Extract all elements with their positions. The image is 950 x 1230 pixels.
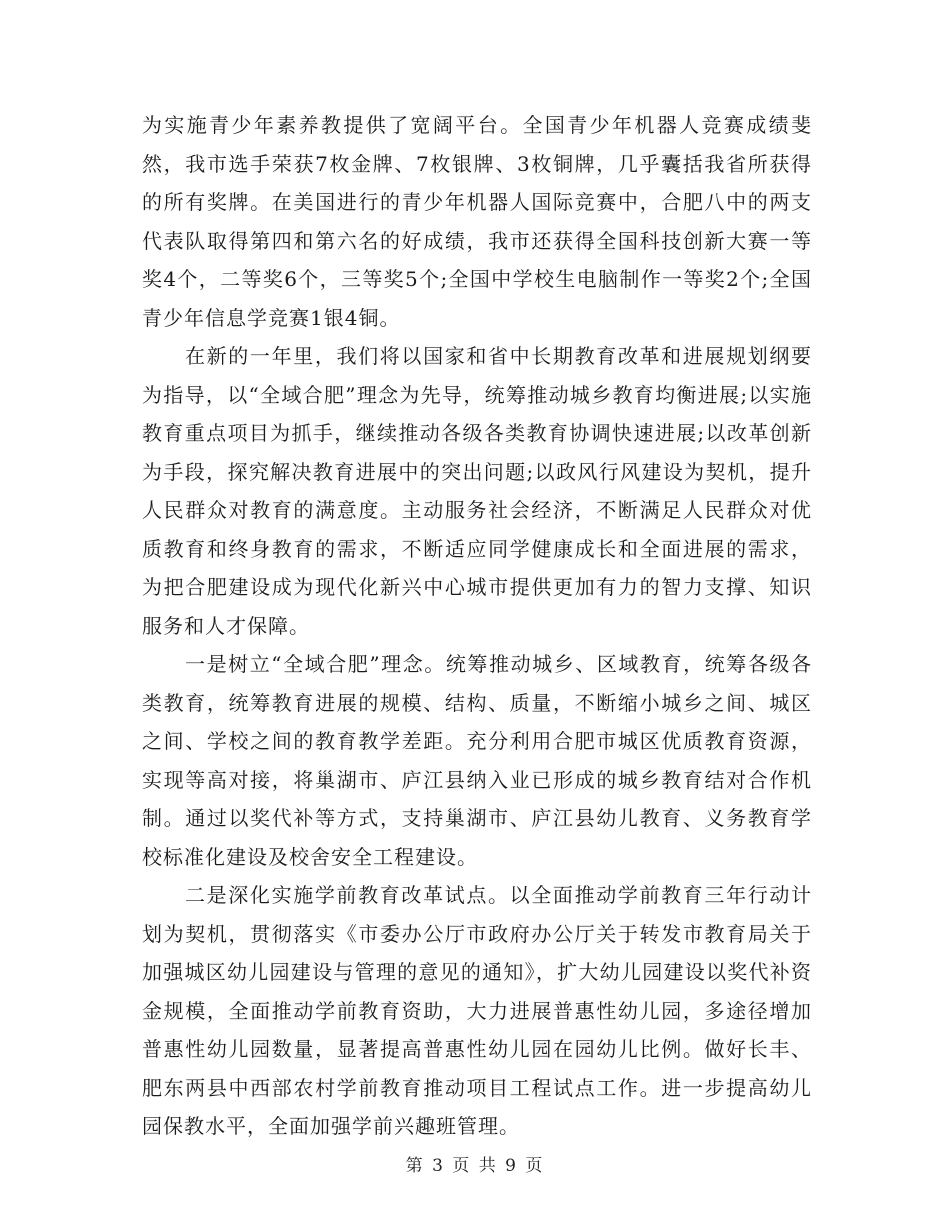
page-number-footer: 第 3 页 共 9 页 xyxy=(405,1156,545,1176)
document-body xyxy=(142,106,812,1146)
paragraph-2: 在新的一年里，我们将以国家和省中长期教育改革和进展规划纲要为指导，以“全域合肥”理念为先导，统筹推动城乡教育均衡进展;以实施教育重点项目为抓手，继续推动各级各类教育协调快速进展;以改革创新为手段，探究解决教育进展中的突出问题;以政风行风建设为契机，提升人民群众对教育的满意度。主动服务社会经济，不断满足人民群众对优质教育和终身教育的需求，不断适应同学健康成长和全面进展的需求，为把合肥建设成为现代化新兴中心城市提供更加有力的智力支撑、知识服务和人才保障。 xyxy=(142,344,812,638)
paragraph-4: 二是深化实施学前教育改革试点。以全面推动学前教育三年行动计划为契机，贯彻落实《市委办公厅市政府办公厅关于转发市教育局关于加强城区幼儿园建设与管理的意见的通知》，扩大幼儿园建设以奖代补资金规模，全面推动学前教育资助，大力进展普惠性幼儿园，多途径增加普惠性幼儿园数量，显著提高普惠性幼儿园在园幼儿比例。做好长丰、肥东两县中西部农村学前教育推动项目工程试点工作。进一步提高幼儿园保教水平，全面加强学前兴趣班管理。 xyxy=(142,883,812,1138)
paragraph-3: 一是树立“全域合肥”理念。统筹推动城乡、区域教育，统筹各级各类教育，统筹教育进展的规模、结构、质量，不断缩小城乡之间、城区之间、学校之间的教育教学差距。充分利用合肥市城区优质教育资源，实现等高对接，将巢湖市、庐江县纳入业已形成的城乡教育结对合作机制。通过以奖代补等方式，支持巢湖市、庐江县幼儿教育、义务教育学校标准化建设及校舍安全工程建设。 xyxy=(142,652,812,869)
paragraph-1: 为实施青少年素养教提供了宽阔平台。全国青少年机器人竞赛成绩斐然，我市选手荣获7枚金牌、7枚银牌、3枚铜牌，几乎囊括我省所获得的所有奖牌。在美国进行的青少年机器人国际竞赛中，合肥八中的两支代表队取得第四和第六名的好成绩，我市还获得全国科技创新大赛一等奖4个，二等奖6个，三等奖5个;全国中学校生电脑制作一等奖2个;全国青少年信息学竞赛1银4铜。 xyxy=(142,113,812,330)
